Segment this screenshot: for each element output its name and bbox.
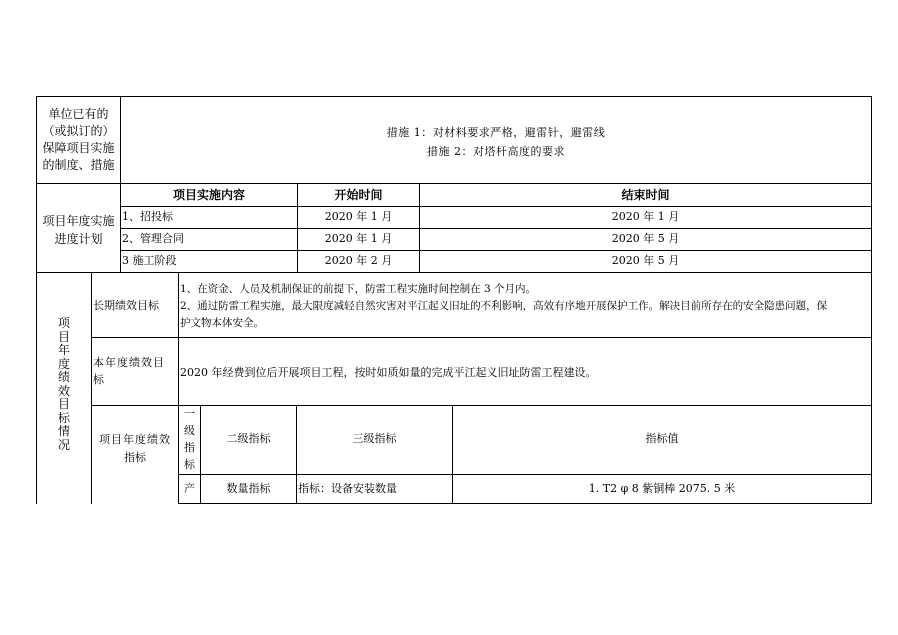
level1-char: 指: [184, 441, 195, 454]
performance-label-char: 效: [57, 383, 70, 398]
measures-label-line: 的制度、措施: [42, 158, 115, 172]
row-end: 2020 年 5 月: [611, 232, 680, 245]
table-border: [871, 96, 872, 504]
row-content: 3 施工阶段: [122, 254, 177, 267]
table-border: [120, 250, 872, 251]
level1-header: [179, 405, 200, 473]
row-end: 2020 年 5 月: [611, 254, 680, 267]
annual-label-line: 本年度绩效目: [93, 356, 165, 369]
performance-label-char: 年: [57, 343, 70, 357]
schedule-label-line: 项目年度实施: [42, 214, 115, 228]
performance-label-char: 况: [57, 437, 70, 452]
table-border: [36, 272, 872, 273]
schedule-label: [37, 212, 120, 248]
measures-label-line: 保障项目实施: [42, 141, 115, 155]
table-border: [91, 405, 872, 406]
table-border: [36, 183, 872, 184]
table-border: [178, 474, 872, 475]
table-border: [91, 272, 92, 504]
row-content: 1、招投标: [122, 210, 173, 223]
level2-header: 二级指标: [226, 432, 271, 445]
indicator-level1: 产: [184, 482, 195, 495]
level1-char: 标: [184, 458, 195, 471]
performance-label-char: 标: [57, 410, 70, 425]
indicators-label-line: 项目年度绩效: [99, 433, 171, 446]
level1-char: 级: [184, 424, 195, 437]
performance-label-char: 项: [57, 316, 70, 330]
long-term-line: 1、在资金、人员及机制保证的前提下，防雷工程实施时间控制在 3 个月内。: [180, 283, 537, 295]
table-border: [120, 206, 872, 207]
measures-label: [37, 106, 120, 174]
level1-char: 一: [184, 407, 195, 420]
performance-label-char: 绩: [57, 370, 70, 384]
indicator-value: 1. T2 φ 8 紫铜棒 2075. 5 米: [588, 482, 736, 495]
measures-text: [121, 123, 871, 161]
row-start: 2020 年 1 月: [324, 210, 393, 223]
long-term-text: [180, 281, 827, 332]
annual-label-line: 标: [93, 373, 104, 386]
level3-header: 三级指标: [352, 432, 397, 445]
row-start: 2020 年 1 月: [324, 232, 393, 245]
table-border: [91, 337, 872, 338]
annual-text: 2020 年经费到位后开展项目工程，按时如质如量的完成平江起义旧址防雷工程建设。: [180, 366, 597, 379]
indicator-level3: 指标：设备安装数量: [298, 482, 397, 495]
header-content: 项目实施内容: [172, 188, 245, 202]
measures-label-line: 单位已有的: [48, 107, 109, 121]
performance-label-char: 目: [57, 397, 70, 411]
value-header: 指标值: [645, 432, 679, 445]
performance-label-char: 目: [57, 329, 70, 344]
performance-label-char: 情: [57, 424, 70, 438]
indicators-label: [92, 431, 178, 467]
row-end: 2020 年 1 月: [611, 210, 680, 223]
row-start: 2020 年 2 月: [324, 254, 393, 267]
table-border: [120, 228, 872, 229]
annual-label: [93, 354, 165, 388]
schedule-label-line: 进度计划: [54, 232, 103, 246]
table-border: [36, 96, 872, 97]
performance-label: [37, 317, 91, 452]
measure-line: 措施 1：对材料要求严格，避雷针，避雷线: [386, 126, 606, 139]
long-term-line: 护文物本体安全。: [180, 317, 264, 329]
measures-label-line: （或拟订的）: [42, 124, 115, 138]
table-border: [296, 405, 297, 504]
long-term-label: 长期绩效目标: [93, 299, 159, 312]
header-end: 结束时间: [621, 188, 670, 202]
table-border: [178, 503, 872, 504]
measure-line: 措施 2：对塔杆高度的要求: [427, 145, 565, 158]
long-term-line: 2、通过防雷工程实施，最大限度减轻自然灾害对平江起义旧址的不利影响，高效有序地开展保护工作。解决目前所存在的安全隐患问题，保: [180, 300, 828, 312]
indicators-label-line: 指标: [124, 451, 146, 464]
header-start: 开始时间: [334, 188, 383, 202]
row-content: 2、管理合同: [122, 232, 184, 245]
indicator-level2: 数量指标: [226, 482, 271, 495]
performance-label-char: 度: [57, 356, 70, 371]
